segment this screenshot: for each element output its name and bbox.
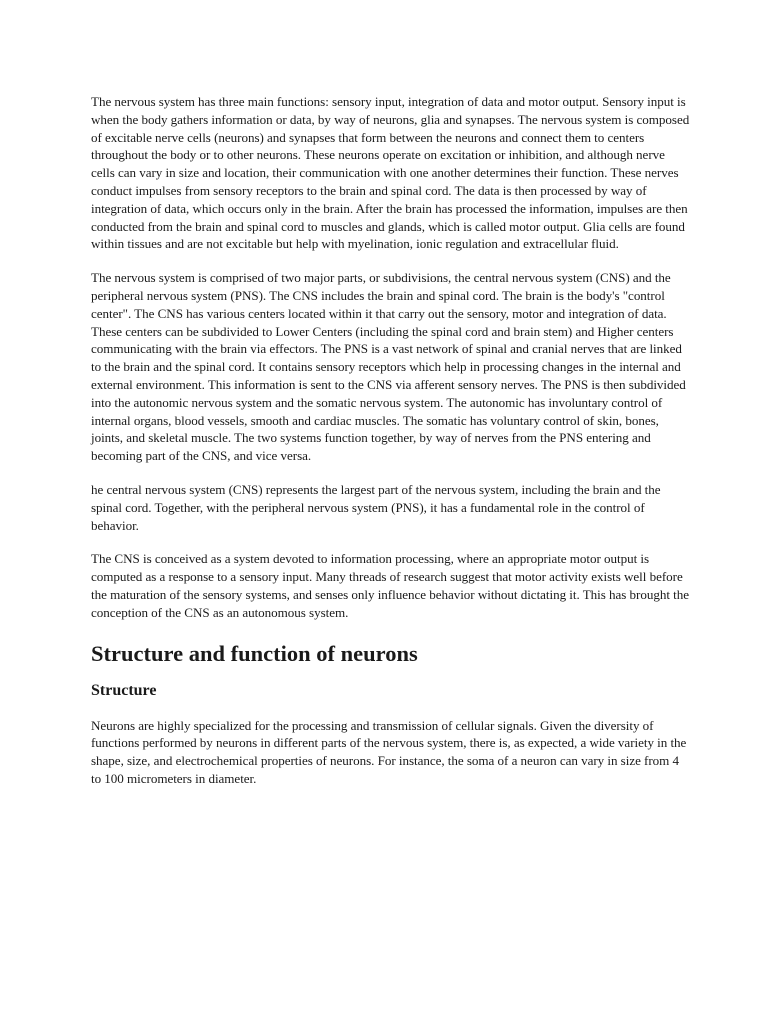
subsection-heading: Structure [91, 681, 157, 699]
paragraph-cns-largest-part: he central nervous system (CNS) represents the largest part of the nervous system, including the brain and the spinal cord. Together, with the peripheral nervous system (PNS), it has a fundamental role in the control of behavior. [91, 481, 661, 533]
document-page [91, 93, 691, 804]
section-heading: Structure and function of neurons [91, 640, 418, 666]
paragraph-neuron-structure: Neurons are highly specialized for the processing and transmission of cellular signals. Given the diversity of functions performed by neurons in different parts of the nervous system, there is, as expected, a wide variety in the shape, size, and electrochemical properties of neurons. For instance, the soma of a neuron can vary in size from 4 to 100 micrometers in diameter. [91, 717, 687, 786]
paragraph-nervous-system-functions: The nervous system has three main functions: sensory input, integration of data and motor output. Sensory input is when the body gathers information or data, by way of neurons, glia and synapses. The nervous system is composed of excitable nerve cells (neurons) and synapses that form between the neurons and connect them to centers throughout the body or to other neurons. These neurons operate on excitation or inhibition, and although nerve cells can vary in size and location, their communication with one another determines their function. These nerves conduct impulses from sensory receptors to the brain and spinal cord. The data is then processed by way of integration of data, which occurs only in the brain. After the brain has processed the information, impulses are then conducted from the brain and spinal cord to muscles and glands, which is called motor output. Glia cells are found within tissues and are not excitable but help with myelination, ionic regulation and extracellular fluid. [91, 94, 690, 252]
paragraph-cns-information-processing: The CNS is conceived as a system devoted to information processing, where an appropriate motor output is computed as a response to a sensory input. Many threads of research suggest that motor activity exists well before the maturation of the sensory systems, and senses only influence behavior without dictating it. This has brought the conception of the CNS as an autonomous system. [91, 551, 689, 620]
paragraph-cns-pns-subdivisions: The nervous system is comprised of two major parts, or subdivisions, the central nervous system (CNS) and the peripheral nervous system (PNS). The CNS includes the brain and spinal cord. The brain is the body's "control center". The CNS has various centers located within it that carry out the sensory, motor and integration of data. These centers can be subdivided to Lower Centers (including the spinal cord and brain stem) and Higher centers communicating with the brain via effectors. The PNS is a vast network of spinal and cranial nerves that are linked to the brain and the spinal cord. It contains sensory receptors which help in processing changes in the internal and external environment. This information is sent to the CNS via afferent sensory nerves. The PNS is then subdivided into the autonomic nervous system and the somatic nervous system. The autonomic has involuntary control of internal organs, blood vessels, smooth and cardiac muscles. The somatic has voluntary control of skin, bones, joints, and skeletal muscle. The two systems function together, by way of nerves from the PNS entering and becoming part of the CNS, and vice versa. [91, 270, 686, 464]
